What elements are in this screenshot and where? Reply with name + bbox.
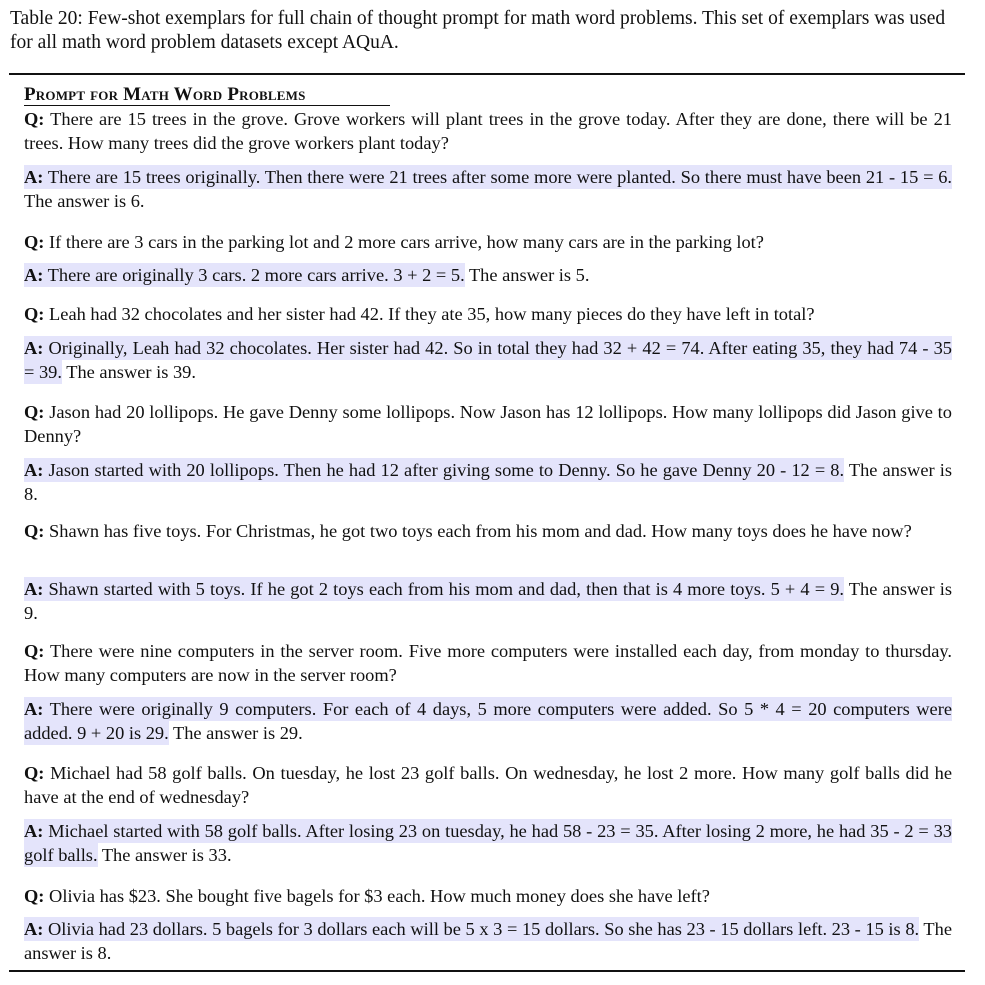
question-text: Jason had 20 lollipops. He gave Denny some lollipops. Now Jason has 12 lollipops. How many lollipops did Jason give to Denny? <box>24 402 952 446</box>
question-text: There were nine computers in the server room. Five more computers were installed each day, from monday to thursday. How many computers are now in the server room? <box>24 641 952 685</box>
q-marker: Q: <box>24 521 45 541</box>
a-marker: A: <box>24 265 44 285</box>
a-marker: A: <box>24 460 44 480</box>
final-answer: The answer is 33. <box>101 845 232 865</box>
reasoning-text: Shawn started with 5 toys. If he got 2 toys each from his mom and dad, then that is 4 more toys. 5 + 4 = 9. <box>48 579 844 599</box>
answer-1 <box>24 165 952 213</box>
reasoning-text: There are 15 trees originally. Then there were 21 trees after some more were planted. So there must have been 21 - 15 = 6. <box>47 167 953 187</box>
question-text: Leah had 32 chocolates and her sister had 42. If they ate 35, how many pieces do they have left in total? <box>49 304 815 324</box>
question-1 <box>24 107 952 155</box>
q-marker: Q: <box>24 232 45 252</box>
q-marker: Q: <box>24 763 45 783</box>
question-4 <box>24 400 952 448</box>
reasoning-text: Olivia had 23 dollars. 5 bagels for 3 dollars each will be 5 x 3 = 15 dollars. So she has 23 - 15 dollars left. 23 - 15 is 8. <box>48 919 920 939</box>
reasoning-text: There are originally 3 cars. 2 more cars arrive. 3 + 2 = 5. <box>47 265 465 285</box>
final-answer: The answer is 8. <box>24 919 953 963</box>
table-caption: Table 20: Few-shot exemplars for full chain of thought prompt for math word problems. This set of exemplars was used for all math word problem datasets except AQuA. <box>10 8 946 53</box>
a-marker: A: <box>24 699 44 719</box>
final-answer: The answer is 39. <box>66 362 196 382</box>
question-3 <box>24 302 952 326</box>
a-marker: A: <box>24 338 44 358</box>
reasoning-text: Jason started with 20 lollipops. Then he had 12 after giving some to Denny. So he gave Denny 20 - 12 = 8. <box>48 460 845 480</box>
final-answer: The answer is 5. <box>468 265 590 285</box>
prompt-box-title: Prompt for Math Word Problems <box>24 84 306 105</box>
question-6 <box>24 639 952 687</box>
a-marker: A: <box>24 821 44 841</box>
question-2 <box>24 230 952 254</box>
question-text: Michael had 58 golf balls. On tuesday, he lost 23 golf balls. On wednesday, he lost 2 more. How many golf balls did he have at the end of wednesday? <box>24 763 952 807</box>
q-marker: Q: <box>24 402 45 422</box>
top-rule <box>9 73 965 75</box>
title-underline <box>24 105 390 106</box>
final-answer: The answer is 8. <box>24 460 952 504</box>
question-7 <box>24 761 952 809</box>
q-marker: Q: <box>24 109 45 129</box>
reasoning-text: There were originally 9 computers. For each of 4 days, 5 more computers were added. So 5 * 4 = 20 computers were added. 9 + 20 is 29. <box>24 699 953 743</box>
question-text: There are 15 trees in the grove. Grove workers will plant trees in the grove today. After they are done, there will be 21 trees. How many trees did the grove workers plant today? <box>24 109 953 153</box>
answer-5 <box>24 577 952 625</box>
q-marker: Q: <box>24 641 45 661</box>
question-text: Shawn has five toys. For Christmas, he got two toys each from his mom and dad. How many toys does he have now? <box>49 521 912 541</box>
reasoning-text: Originally, Leah had 32 chocolates. Her sister had 42. So in total they had 32 + 42 = 74. After eating 35, they had 74 - 35 = 39. <box>24 338 952 382</box>
a-marker: A: <box>24 579 44 599</box>
answer-8 <box>24 917 952 965</box>
bottom-rule <box>9 970 965 972</box>
answer-7 <box>24 819 952 867</box>
q-marker: Q: <box>24 886 45 906</box>
reasoning-text: Michael started with 58 golf balls. After losing 23 on tuesday, he had 58 - 23 = 35. After losing 2 more, he had 35 - 2 = 33 golf balls. <box>24 821 952 865</box>
question-8 <box>24 884 952 908</box>
question-text: If there are 3 cars in the parking lot and 2 more cars arrive, how many cars are in the parking lot? <box>49 232 764 252</box>
a-marker: A: <box>24 167 44 187</box>
answer-3 <box>24 336 952 384</box>
answer-4 <box>24 458 952 506</box>
final-answer: The answer is 9. <box>24 579 952 623</box>
answer-6 <box>24 697 952 745</box>
q-marker: Q: <box>24 304 45 324</box>
question-text: Olivia has $23. She bought five bagels for $3 each. How much money does she have left? <box>49 886 710 906</box>
answer-2 <box>24 263 952 287</box>
final-answer: The answer is 29. <box>172 723 303 743</box>
question-5 <box>24 519 952 543</box>
a-marker: A: <box>24 919 44 939</box>
final-answer: The answer is 6. <box>24 191 145 211</box>
